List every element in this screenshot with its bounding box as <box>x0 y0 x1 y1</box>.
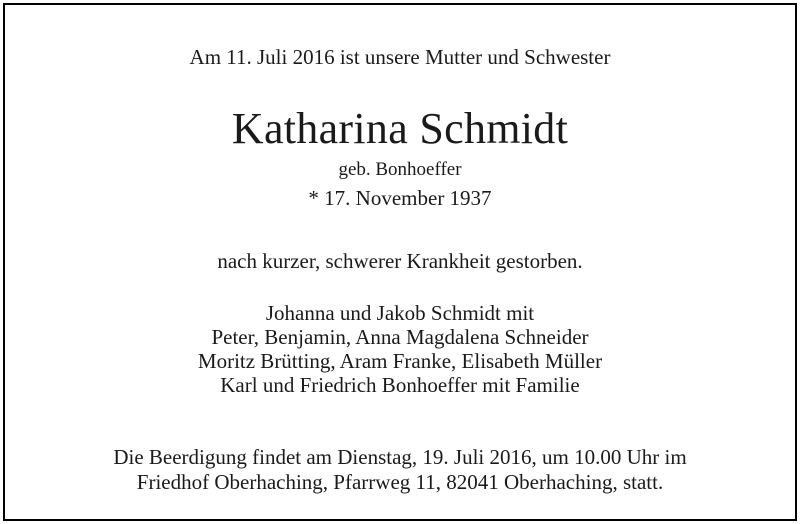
cause-of-death: nach kurzer, schwerer Krankheit gestorben. <box>217 249 583 273</box>
maiden-name: geb. Bonhoeffer <box>338 159 462 180</box>
birth-date: * 17. November 1937 <box>308 186 492 210</box>
mourners-line: Peter, Benjamin, Anna Magdalena Schneider <box>211 324 589 349</box>
funeral-line: Die Beerdigung findet am Dienstag, 19. Juli 2016, um 10.00 Uhr im <box>113 445 687 469</box>
obituary-notice <box>3 3 797 521</box>
funeral-details <box>5 445 795 495</box>
deceased-name: Katharina Schmidt <box>231 104 569 153</box>
funeral-line: Friedhof Oberhaching, Pfarrweg 11, 82041 Oberhaching, statt. <box>136 469 664 494</box>
mourners-line: Johanna und Jakob Schmidt mit <box>265 301 535 325</box>
mourners-line: Moritz Brütting, Aram Franke, Elisabeth Müller <box>197 348 603 373</box>
intro-text: Am 11. Juli 2016 ist unsere Mutter und Schwester <box>189 45 611 69</box>
mourners-list <box>5 302 795 398</box>
mourners-line: Karl und Friedrich Bonhoeffer mit Familie <box>220 372 580 397</box>
